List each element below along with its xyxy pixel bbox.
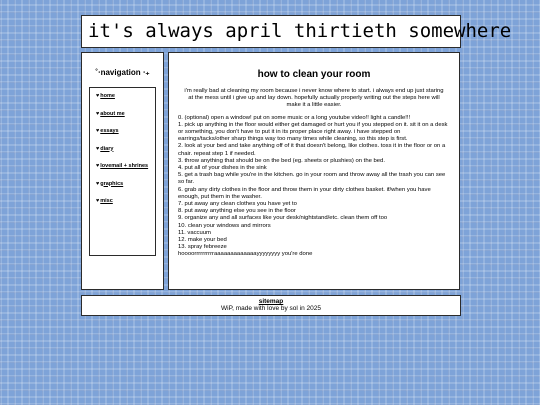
list-item: 8. put away anything else you see in the floor bbox=[178, 208, 296, 215]
list-item: 9. organize any and all surfaces like your desk/nightstand/etc. clean them off too bbox=[178, 215, 388, 222]
list-item: 4. put all of your dishes in the sink bbox=[178, 165, 267, 172]
list-item: 12. make your bed bbox=[178, 237, 227, 244]
list-item: 7. put away any clean clothes you have yet to bbox=[178, 201, 297, 208]
site-header bbox=[81, 15, 512, 48]
nav-link-label[interactable]: misc bbox=[100, 198, 113, 204]
nav-link-lovemail-shrines[interactable] bbox=[96, 163, 155, 169]
sidebar bbox=[81, 52, 164, 290]
nav-link-diary[interactable] bbox=[96, 146, 155, 152]
nav-link-label[interactable]: graphics bbox=[100, 180, 124, 187]
main-content bbox=[168, 52, 460, 290]
list-item: 3. throw anything that should be on the bed (eg. sheets or plushies) on the bed. bbox=[178, 157, 385, 164]
nav-link-label[interactable]: essays bbox=[100, 128, 119, 134]
heart-icon: ♥ bbox=[96, 163, 100, 169]
nav-title: ˚‧navigation ‧₊ bbox=[95, 68, 150, 77]
nav-link-label[interactable]: lovemail + shrines bbox=[100, 163, 149, 169]
sitemap-link[interactable]: sitemap bbox=[258, 298, 284, 305]
list-item: 10. clean your windows and mirrors bbox=[178, 222, 271, 229]
list-item: 2. look at your bed and take anything off of it that doesn't belong, like clothes. toss it in the floor or on a chair. repeat step 1 if needed. bbox=[178, 143, 446, 157]
nav-link-label[interactable]: home bbox=[100, 93, 115, 99]
steps-list bbox=[178, 115, 450, 259]
heart-icon: ♥ bbox=[96, 93, 100, 99]
nav-link-label[interactable]: diary bbox=[100, 145, 114, 152]
nav-link-home[interactable] bbox=[96, 93, 155, 99]
nav-link-graphics[interactable] bbox=[96, 181, 155, 187]
footer-credit: WiP, made with love by sol in 2025 bbox=[221, 305, 321, 312]
list-item: 11. vaccuum bbox=[178, 229, 211, 236]
heart-icon: ♥ bbox=[96, 128, 100, 134]
list-item: 1. pick up anything in the floor would either get damaged or hurt you if you stepped on it. sit it on a desk or something, you don't have to put it in its proper place right away. i have stepped on earrings/tacks/other sharp things way too many times while cleaning, so this step is first. bbox=[178, 121, 448, 143]
nav-link-essays[interactable] bbox=[96, 128, 155, 134]
page-title: how to clean your room bbox=[257, 69, 371, 80]
list-item: 0. (optional) open a window! put on some music or a long youtube video!! light a candle!!! bbox=[178, 114, 411, 121]
heart-icon: ♥ bbox=[96, 180, 100, 187]
heart-icon: ♥ bbox=[96, 110, 100, 117]
nav-list bbox=[89, 87, 156, 256]
list-item: 6. grab any dirty clothes in the floor and throw them in your dirty clothes basket. if/when you have enough, put them in the washer. bbox=[178, 186, 431, 200]
nav-link-label[interactable]: about me bbox=[100, 110, 125, 117]
heart-icon: ♥ bbox=[96, 198, 100, 204]
nav-link-misc[interactable] bbox=[96, 198, 155, 204]
heart-icon: ♥ bbox=[96, 145, 100, 152]
list-item: 5. get a trash bag while you're in the kitchen. go in your room and throw away all the trash you can see so far. bbox=[178, 172, 446, 186]
list-item: hoooorrrrrrrrrraaaaaaaaaaaaayyyyyyyy you're done bbox=[178, 251, 313, 258]
intro-paragraph: i'm really bad at cleaning my room because i never know where to start. i always end up just staring at the mess until i give up and lay down. hopefully actually properly writing out the steps here will make it a little easier. bbox=[184, 88, 444, 109]
site-title: it's always april thirtieth somewhere bbox=[88, 20, 512, 42]
list-item: 13. spray febreeze bbox=[178, 244, 227, 251]
site-footer bbox=[81, 295, 461, 316]
nav-link-about-me[interactable] bbox=[96, 111, 155, 117]
